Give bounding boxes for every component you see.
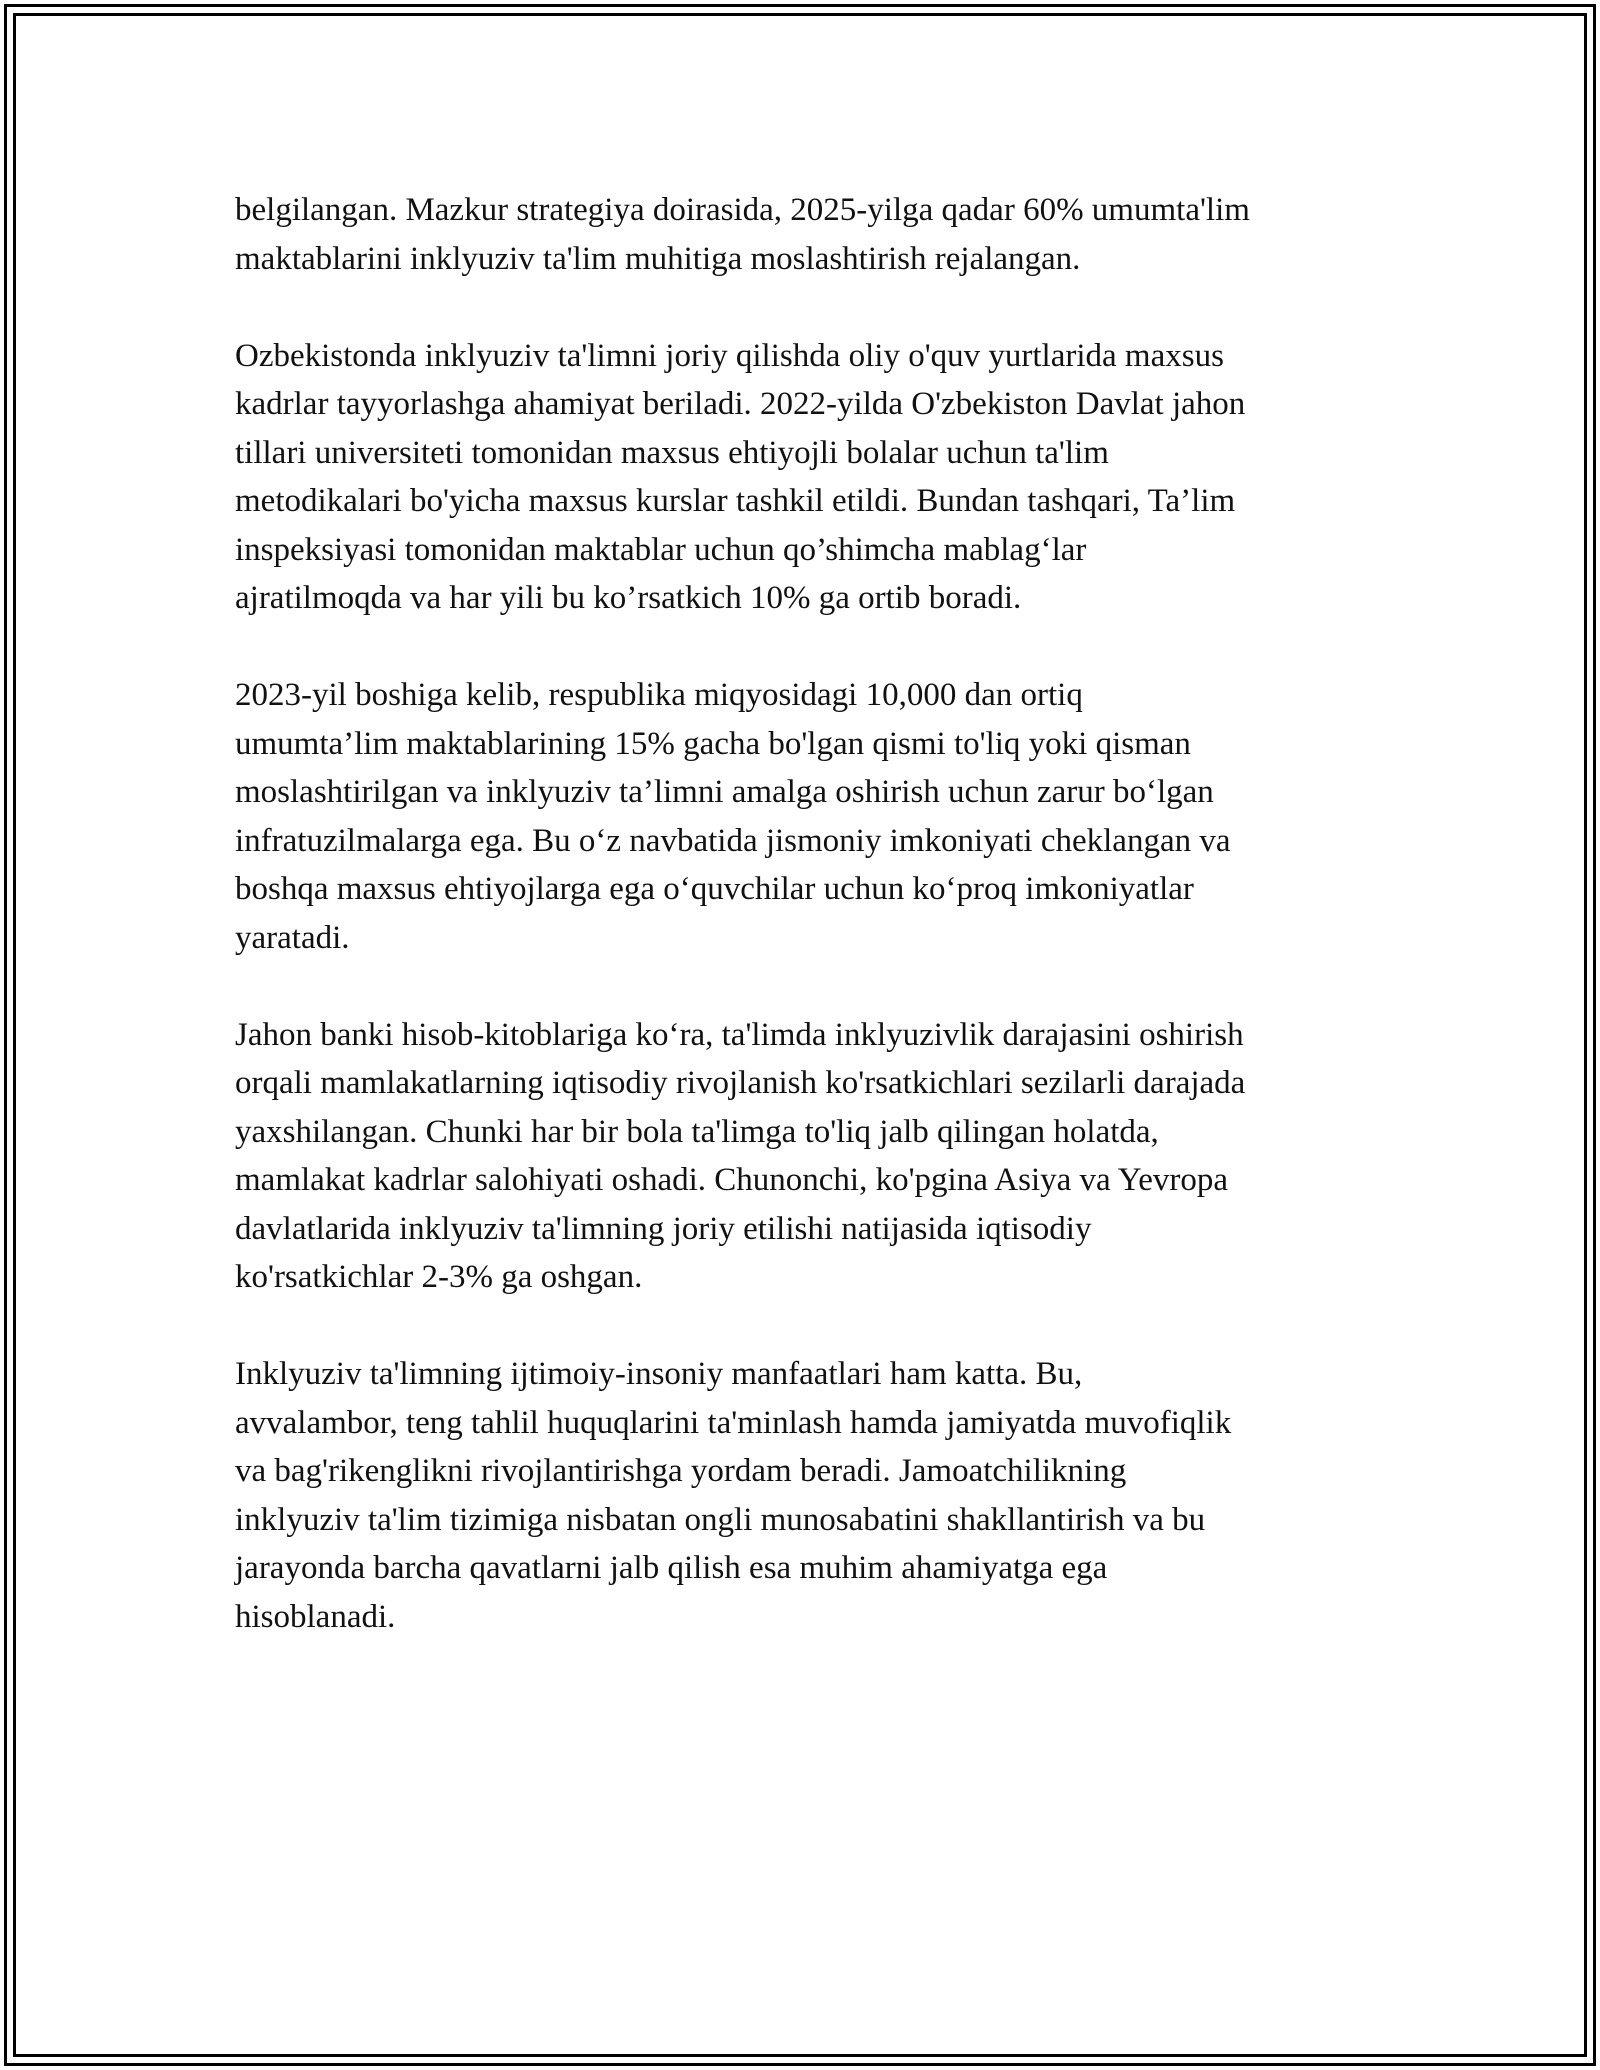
paragraph-1: belgilangan. Mazkur strategiya doirasida, 2025-yilga qadar 60% umumta'lim maktablarini inklyuziv ta'lim muhitiga moslashtirish rejalangan.	[235, 192, 1250, 277]
document-body	[235, 186, 1375, 1690]
paragraph-2: Ozbekistonda inklyuziv ta'limni joriy qilishda oliy o'quv yurtlarida maxsus kadrlar tayyorlashga ahamiyat beriladi. 2022-yilda O'zbekiston Davlat jahon tillari universiteti tomonidan maxsus ehtiyojli bolalar uchun ta'lim metodikalari bo'yicha maxsus kurslar tashkil etildi. Bundan tashqari, Ta’lim inspeksiyasi tomonidan maktablar uchun qo’shimcha mablag‘lar ajratilmoqda va har yili bu ko’rsatkich 10% ga ortib boradi.	[235, 337, 1246, 616]
paragraph-4: Jahon banki hisob-kitoblariga ko‘ra, ta'limda inklyuzivlik darajasini oshirish orqali mamlakatlarning iqtisodiy rivojlanish ko'rsatkichlari sezilarli darajada yaxshilangan. Chunki har bir bola ta'limga to'liq jalb qilingan holatda, mamlakat kadrlar salohiyati oshadi. Chunonchi, ko'pgina Asiya va Yevropa davlatlarida inklyuziv ta'limning joriy etilishi natijasida iqtisodiy ko'rsatkichlar 2-3% ga oshgan.	[235, 1016, 1246, 1295]
paragraph-3: 2023-yil boshiga kelib, respublika miqyosidagi 10,000 dan ortiq umumta’lim maktablarining 15% gacha bo'lgan qismi to'liq yoki qisman moslashtirilgan va inklyuziv ta’limni amalga oshirish uchun zarur bo‘lgan infratuzilmalarga ega. Bu o‘z navbatida jismoniy imkoniyati cheklangan va boshqa maxsus ehtiyojlarga ega o‘quvchilar uchun ko‘proq imkoniyatlar yaratadi.	[235, 677, 1231, 956]
paragraph-5: Inklyuziv ta'limning ijtimoiy-insoniy manfaatlari ham katta. Bu, avvalambor, teng tahlil huquqlarini ta'minlash hamda jamiyatda muvofiqlik va bag'rikenglikni rivojlantirishga yordam beradi. Jamoatchilikning inklyuziv ta'lim tizimiga nisbatan ongli munosabatini shakllantirish va bu jarayonda barcha qavatlarni jalb qilish esa muhim ahamiyatga ega hisoblanadi.	[235, 1356, 1232, 1635]
